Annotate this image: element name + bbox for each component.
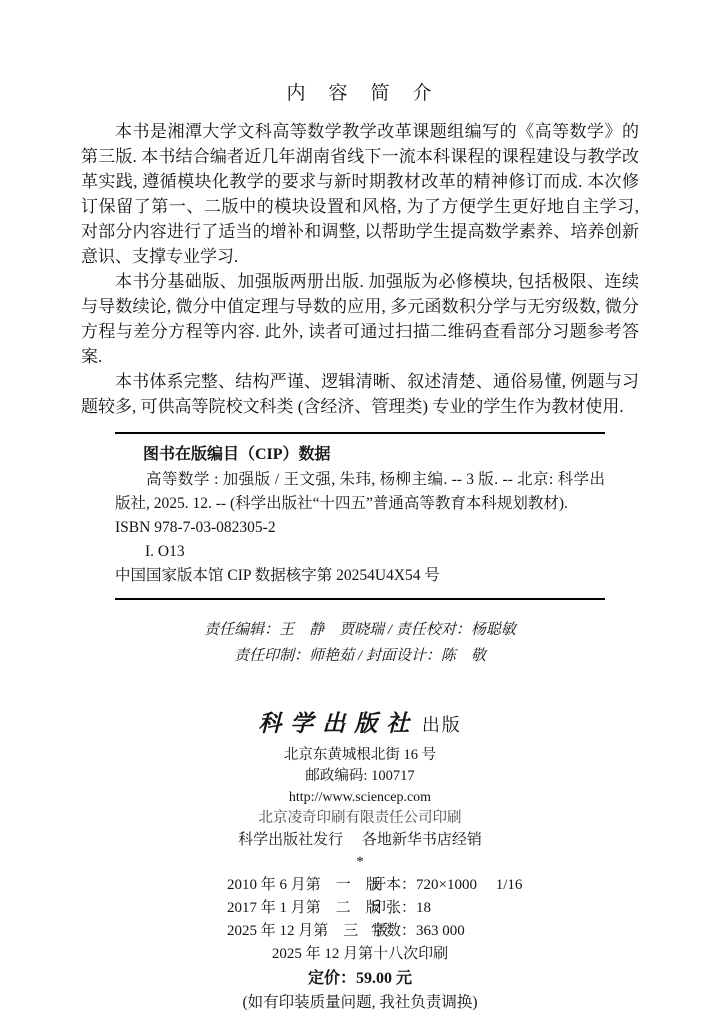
cip-isbn: ISBN 978-7-03-082305-2 [115, 519, 276, 536]
separator-asterisk: * [356, 854, 364, 870]
intro-paragraph-3: 本书体系完整、结构严谨、逻辑清晰、叙述清楚、通俗易懂, 例题与习题较多, 可供高等院校文科类 (含经济、管理类) 专业的学生作为教材使用. [81, 372, 639, 416]
cip-description: 高等数学 : 加强版 / 王文强, 朱玮, 杨柳主编. -- 3 版. -- 北京: 科学出版社, 2025. 12. -- (科学出版社“十四五”普通高等教育本科规划教材). [115, 471, 605, 512]
printing-info: 2025 年 12 月第十八次印刷 [271, 946, 449, 962]
science-press-logo: 科学出版社 [258, 711, 419, 736]
edition-block [0, 874, 720, 1014]
printer-line: 北京凌奇印刷有限责任公司印刷 [258, 810, 462, 826]
publisher-address: 北京东黄城根北街 16 号 [283, 747, 437, 763]
edition-row-first [227, 874, 523, 897]
edition-date: 2025 年 12 月第 三 版 [227, 923, 389, 939]
edition-info: 开本：720×1000 1/16 [371, 877, 523, 893]
cip-heading: 图书在版编目（CIP）数据 [143, 446, 331, 463]
publisher-block [0, 713, 720, 871]
intro-paragraph-1: 本书是湘潭大学文科高等数学教学改革课题组编写的《高等数学》的第三版. 本书结合编者近几年湖南省线下一流本科课程的课程建设与教学改革实践, 遵循模块化教学的要求与新时期教材改革的精神修订而成. 本次修订保留了第一、二版中的模块设置和风格, 为了方便学生更好地自主学习, 对部分内容进行了适当的增补和调整, 以帮助学生提高数学素养、培养创新意识、支撑专业学习. [81, 122, 639, 266]
edition-row-second [227, 897, 493, 920]
edition-rows [227, 874, 523, 943]
credits-editors-line: 责任编辑：王 静 贾晓瑞 / 责任校对：杨聪敏 [204, 622, 516, 638]
publish-label: 出版 [421, 715, 462, 735]
content-intro-body [81, 119, 639, 419]
distribution-line: 科学出版社发行 各地新华书店经销 [238, 832, 482, 848]
cip-record-number: 中国国家版本馆 CIP 数据核字第 20254U4X54 号 [115, 567, 440, 584]
quality-note: (如有印装质量问题, 我社负责调换) [242, 994, 478, 1011]
edition-date: 2017 年 1 月第 二 版 [227, 900, 381, 916]
price: 定价：59.00 元 [307, 970, 412, 987]
edition-info: 字数：363 000 [371, 923, 465, 939]
cip-classification: I. O13 [145, 543, 185, 560]
content-intro-title: 内 容 简 介 [286, 83, 434, 104]
publisher-logo-line [0, 713, 720, 738]
cip-block [115, 432, 605, 600]
edition-date: 2010 年 6 月第 一 版 [227, 877, 381, 893]
publisher-website: http://www.sciencep.com [288, 790, 432, 805]
edition-row-third [227, 920, 493, 943]
staff-credits [0, 617, 720, 669]
intro-paragraph-2: 本书分基础版、加强版两册出版. 加强版为必修模块, 包括极限、连续与导数续论, 微分中值定理与导数的应用, 多元函数积分学与无穷级数, 微分方程与差分方程等内容. 此外, 读者可通过扫描二维码查看部分习题参考答案. [81, 272, 639, 366]
publisher-postcode: 邮政编码: 100717 [305, 768, 415, 784]
credits-print-design-line: 责任印制：师艳茹 / 封面设计：陈 敬 [234, 648, 486, 664]
edition-info: 印张：18 [371, 900, 432, 916]
